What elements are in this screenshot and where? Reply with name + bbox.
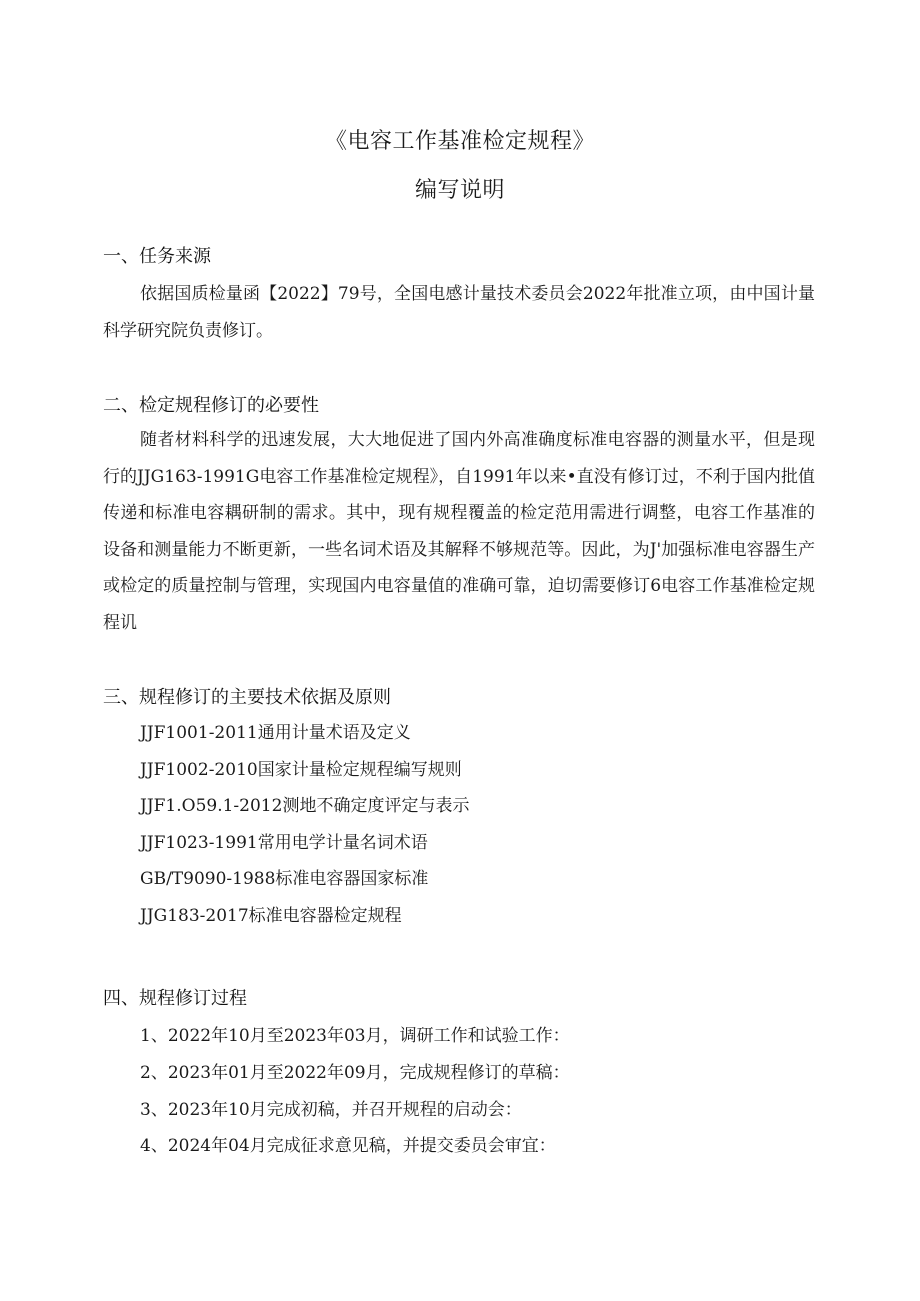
reference-item: JJF1002-2010国家计量检定规程编写规则 [140, 760, 462, 780]
section-heading-task-source: 一、任务来源 [103, 246, 211, 267]
section-heading-necessity: 二、检定规程修订的必要性 [103, 395, 319, 416]
process-step: 1、2022年10月至2023年03月，调研工作和试验工作： [140, 1026, 570, 1046]
document-subtitle: 编写说明 [414, 178, 505, 203]
reference-item: JJG183-2017标准电容器检定规程 [140, 906, 402, 926]
section-paragraph-task-source: 依据国质检量函【2022】79号，全国电感计量技术委员会2022年批准立项，由中国计量科学研究院负责修订。 [103, 284, 815, 341]
reference-item: JJF1001-2011通用计量术语及定义 [140, 723, 411, 743]
reference-item: GB/T9090-1988标准电容器国家标准 [140, 869, 429, 889]
section-paragraph-necessity: 随者材料科学的迅速发展，大大地促进了国内外高准确度标准电容器的测量水平，但是现行的JJG163-1991G电容工作基准检定规程》，自1991年以来•直没有修订过，不利于国内批值传递和标准电容耦研制的需求。其中，现有规程覆盖的检定范用需进行调整，电容工作基准的设备和测量能力不断更新，一些名词术语及其解释不够规范等。因此，为J'加强标准电容器生产或检定的质量控制与管理，实现国内电容量值的准确可靠，迫切需要修订6电容工作基准检定规程讥 [103, 430, 815, 633]
reference-item: JJF1.O59.1-2012测地不确定度评定与表示 [140, 796, 470, 816]
process-step: 4、2024年04月完成征求意见稿，并提交委员会审宜： [140, 1136, 556, 1156]
document-title: 《电容工作基准检定规程》 [324, 129, 595, 154]
section-heading-technical-basis: 三、规程修订的主要技术依据及原则 [103, 687, 391, 708]
section-heading-revision-process: 四、规程修订过程 [103, 988, 247, 1009]
process-step: 2、2023年01月至2022年09月，完成规程修订的草稿： [140, 1063, 570, 1083]
reference-item: JJF1023-1991常用电学计量名词术语 [140, 833, 428, 853]
process-step: 3、2023年10月完成初稿，并召开规程的启动会： [140, 1100, 522, 1120]
